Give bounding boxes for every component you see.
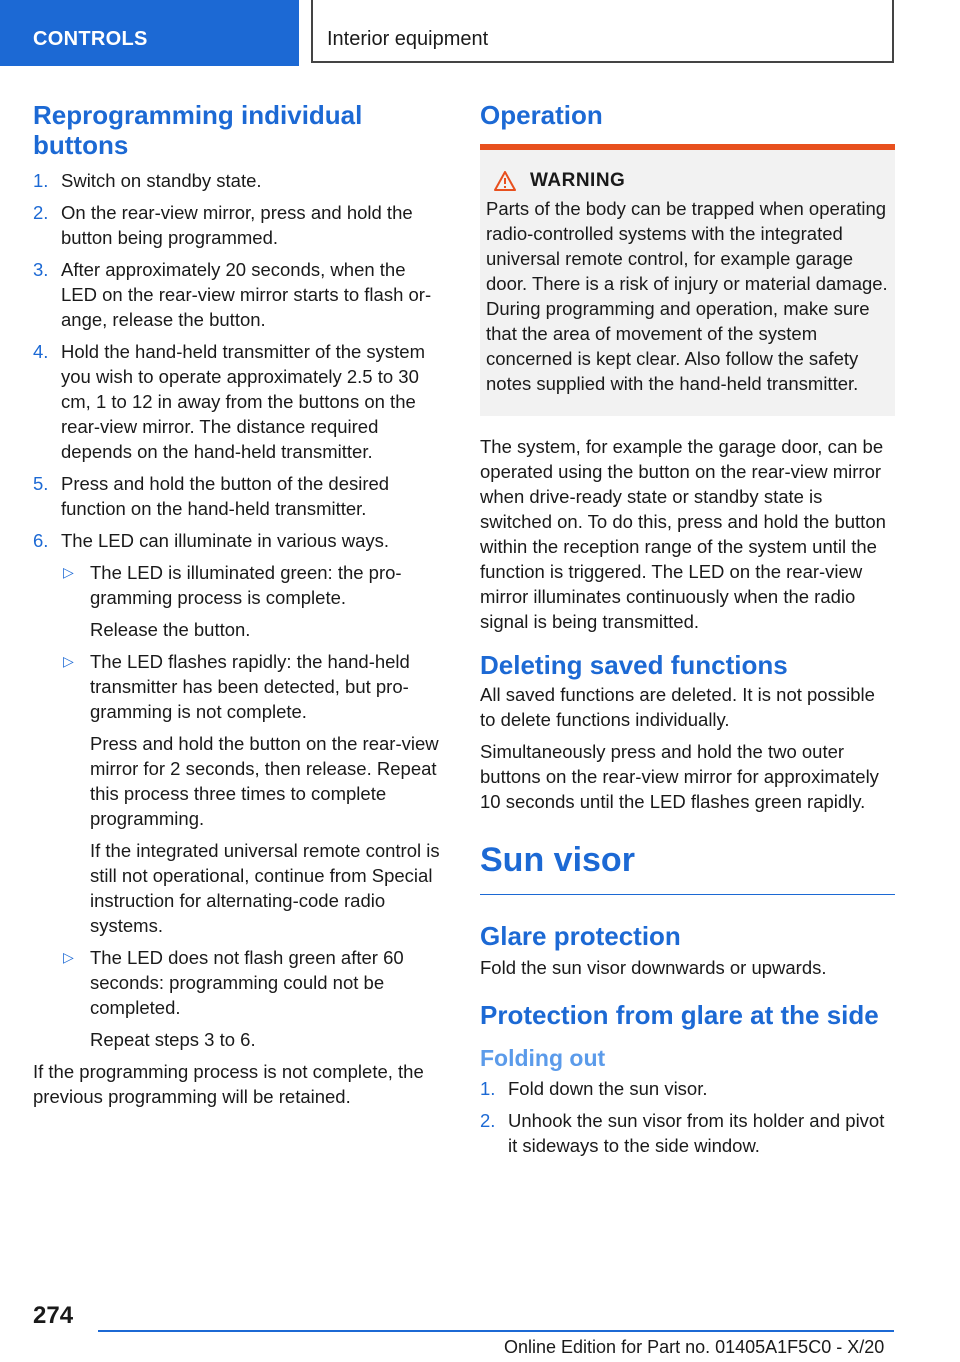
left-column	[33, 100, 443, 1116]
list-item: 2. Unhook the sun visor from its holder and pivot it sideways to the side window.	[480, 1110, 885, 1156]
closing-paragraph: If the programming process is not complete, the previous programming will be retained.	[33, 1061, 424, 1107]
bullet-note: Release the button.	[90, 619, 251, 640]
reprogramming-heading: Reprogramming individual buttons	[33, 100, 363, 160]
chapter-tab	[311, 0, 894, 63]
triangle-bullet-icon: ▷	[63, 653, 74, 669]
chapter-label: Interior equipment	[327, 28, 489, 50]
deleting-paragraph: Simultaneously press and hold the two outer buttons on the rear-view mirror for approximately 10 seconds until the LED flashes green rapidly.	[480, 741, 879, 812]
section-tab	[0, 0, 299, 66]
triangle-bullet-icon: ▷	[63, 564, 74, 580]
sun-visor-heading: Sun visor	[480, 841, 635, 879]
list-item: 3. After approximately 20 seconds, when the LED on the rear-view mirror starts to flash orange, release the button.	[33, 259, 432, 330]
glare-heading: Glare protection	[480, 921, 681, 951]
triangle-bullet-icon: ▷	[63, 949, 74, 965]
operation-text: The system, for example the garage door, can be operated using the button on the rear-view mirror when drive-ready state or standby state is switched on. To do this, press and hold the button within the reception range of the system until the function is triggered. The LED on the rear-view mirror illuminates continuously when the radio signal is being transmitted.	[480, 436, 886, 632]
footer-divider	[98, 1330, 894, 1332]
bullet-item: ▷ The LED flashes rapidly: the hand-held transmitter has been detected, but programming is not complete.	[63, 651, 410, 722]
bullet-note: If the integrated universal remote control is still not operational, continue from Special instruction for alternating-code radio systems.	[90, 840, 440, 936]
list-item: 1. Fold down the sun visor.	[480, 1078, 708, 1099]
bullet-note: Repeat steps 3 to 6.	[90, 1029, 256, 1050]
warning-title: WARNING	[530, 170, 626, 191]
bullet-item: ▷ The LED is illuminated green: the programming process is complete.	[63, 562, 402, 608]
list-item: 1. Switch on standby state.	[33, 170, 262, 191]
deleting-paragraph: All saved functions are deleted. It is not possible to delete functions individually.	[480, 684, 875, 730]
operation-heading: Operation	[480, 100, 603, 130]
bullet-item: ▷ The LED does not flash green after 60 seconds: programming could not be completed.	[63, 947, 404, 1018]
glare-text: Fold the sun visor downwards or upwards.	[480, 957, 827, 978]
section-label: CONTROLS	[33, 28, 148, 50]
deleting-heading: Deleting saved functions	[480, 650, 788, 680]
right-column	[480, 100, 895, 1165]
folding-out-heading: Folding out	[480, 1045, 606, 1071]
list-item: 4. Hold the hand-held transmitter of the system you wish to operate approximately 2.5 to 30 cm, 1 to 12 in away from the buttons on the rear-view mirror. The distance required depends on the hand-held transmitter.	[33, 341, 426, 462]
page-number: 274	[33, 1302, 74, 1329]
warning-triangle-icon	[494, 171, 516, 191]
section-divider	[480, 894, 895, 895]
list-item: 5. Press and hold the button of the desired function on the hand-held transmitter.	[33, 473, 390, 519]
list-item: 6. The LED can illuminate in various ways.	[33, 530, 390, 551]
side-glare-heading: Protection from glare at the side	[480, 1000, 879, 1030]
bullet-note: Press and hold the button on the rear-view mirror for 2 seconds, then release. Repeat this process three times to complete programming.	[90, 733, 439, 829]
edition-note: Online Edition for Part no. 01405A1F5C0 - X/20	[504, 1337, 885, 1357]
warning-text: Parts of the body can be trapped when operating radio-controlled systems with the integrated universal remote control, for example garage door. There is a risk of injury or material damage. During programming and operation, make sure that the area of movement of the system concerned is kept clear. Also follow the safety notes supplied with the hand-held transmitter.	[486, 198, 888, 394]
list-item: 2. On the rear-view mirror, press and hold the button being programmed.	[33, 202, 413, 248]
warning-box	[480, 144, 895, 416]
